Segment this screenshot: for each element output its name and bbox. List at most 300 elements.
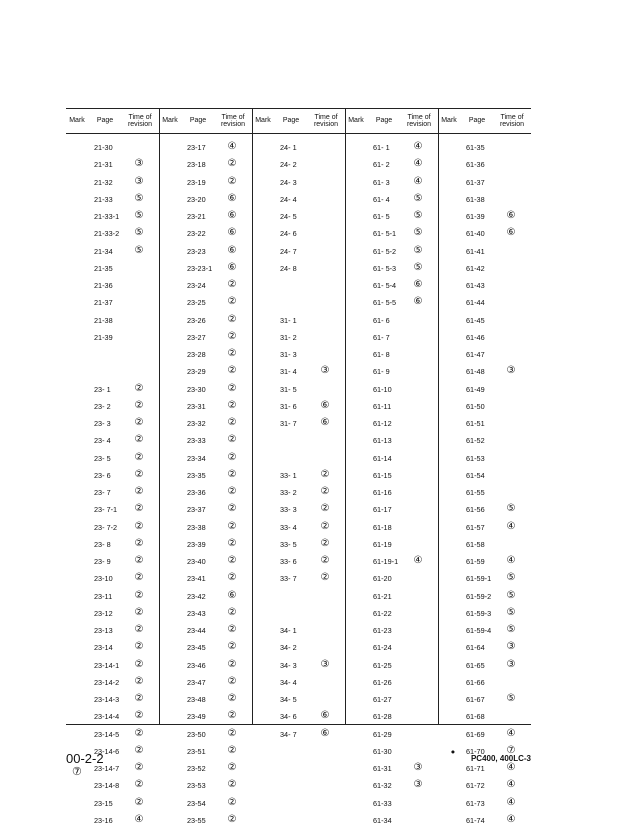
table-row <box>351 261 444 278</box>
row-revision: ② <box>320 520 330 532</box>
table-row <box>258 226 351 243</box>
table-row <box>444 692 537 709</box>
table-row <box>165 278 258 295</box>
row-page: 34- 6 <box>280 712 297 722</box>
row-page: 31- 2 <box>280 332 297 342</box>
row-page: 61- 5-1 <box>373 229 397 239</box>
row-revision: ③ <box>506 365 516 377</box>
table-row <box>72 244 165 261</box>
table-row <box>258 623 351 640</box>
row-page: 61-34 <box>373 815 392 825</box>
row-page: 23-48 <box>187 695 206 704</box>
table-row <box>444 502 537 519</box>
row-revision: ② <box>134 572 144 584</box>
table-row <box>72 140 165 157</box>
row-page: 61-32 <box>373 781 392 791</box>
row-page: 23-14 <box>94 643 113 653</box>
header-time-line2: revision <box>499 120 525 128</box>
row-page: 23-25 <box>187 298 206 308</box>
row-page: 23-41 <box>187 574 206 584</box>
row-page: 23-14-4 <box>94 712 120 722</box>
row-revision: ② <box>134 468 144 480</box>
row-page: 23-33 <box>187 436 206 446</box>
table-row <box>165 244 258 261</box>
row-page: 23-43 <box>187 608 206 618</box>
row-revision: ② <box>134 451 144 463</box>
table-row <box>165 382 258 399</box>
row-page: 61- 9 <box>373 367 390 377</box>
table-row <box>351 571 444 588</box>
row-revision: ⑥ <box>320 399 330 411</box>
row-page: 61-73 <box>466 798 485 808</box>
column-group <box>444 140 537 830</box>
table-row <box>165 313 258 330</box>
table-row <box>258 658 351 675</box>
table-row <box>72 192 165 209</box>
table-row <box>165 640 258 657</box>
row-revision: ② <box>227 158 237 170</box>
table-row <box>351 468 444 485</box>
row-page: 24- 3 <box>280 177 297 187</box>
table-row <box>72 157 165 174</box>
table-row <box>351 692 444 709</box>
row-page: 23-13 <box>94 626 113 635</box>
table-row <box>72 382 165 399</box>
table-row <box>258 244 351 261</box>
row-page: 23- 8 <box>94 539 111 549</box>
table-row <box>444 330 537 347</box>
table-row <box>444 520 537 537</box>
row-revision: ② <box>227 382 237 394</box>
row-page: 34- 4 <box>280 677 297 687</box>
row-page: 23- 7-1 <box>94 505 118 515</box>
table-row <box>444 796 537 813</box>
row-page: 23- 5 <box>94 453 111 463</box>
row-revision: ⑤ <box>506 606 516 618</box>
row-page: 61- 8 <box>373 350 390 359</box>
row-page: 61-29 <box>373 729 392 739</box>
row-revision: ④ <box>227 141 237 152</box>
header-time-of-revision <box>401 108 437 133</box>
table-row <box>72 347 165 364</box>
header-mark: Mark <box>255 117 271 124</box>
row-revision: ⑤ <box>134 227 144 239</box>
table-row <box>165 226 258 243</box>
table-row <box>444 485 537 502</box>
table-row <box>258 278 351 295</box>
row-revision: ② <box>320 486 330 497</box>
table-row <box>165 606 258 623</box>
row-revision: ③ <box>506 658 516 670</box>
row-revision: ⑥ <box>227 210 237 221</box>
row-page: 61-59-1 <box>466 574 492 584</box>
row-page: 61-70 <box>466 746 485 756</box>
table-row <box>258 416 351 433</box>
table-row <box>258 330 351 347</box>
row-revision: ② <box>134 503 144 515</box>
row-page: 23-22 <box>187 229 206 239</box>
row-page: 34- 1 <box>280 626 297 635</box>
row-revision: ⑥ <box>227 192 237 204</box>
row-page: 33- 6 <box>280 557 297 566</box>
table-row <box>444 640 537 657</box>
row-revision: ⑥ <box>320 417 330 428</box>
row-page: 61-57 <box>466 522 485 532</box>
table-row <box>258 451 351 468</box>
row-revision: ④ <box>413 158 423 170</box>
table-row <box>165 295 258 312</box>
row-revision: ② <box>134 399 144 411</box>
header-page: Page <box>468 117 486 124</box>
row-revision: ② <box>227 813 237 825</box>
row-revision: ④ <box>413 175 423 187</box>
row-page: 23-50 <box>187 729 206 739</box>
row-page: 61-27 <box>373 695 392 704</box>
header-page: Page <box>189 117 207 124</box>
table-row <box>258 364 351 381</box>
row-revision: ② <box>320 503 330 515</box>
row-revision: ③ <box>506 641 516 653</box>
row-page: 23-14-2 <box>94 677 120 687</box>
table-row <box>444 226 537 243</box>
row-page: 61-38 <box>466 194 485 204</box>
table-row <box>72 554 165 571</box>
row-revision: ② <box>134 693 144 704</box>
row-revision: ⑥ <box>227 261 237 273</box>
table-row <box>444 278 537 295</box>
row-page: 61-23 <box>373 626 392 635</box>
row-revision: ② <box>134 727 144 739</box>
row-page: 24- 7 <box>280 246 297 256</box>
table-row <box>351 640 444 657</box>
row-page: 33- 4 <box>280 522 297 532</box>
row-page: 23- 7-2 <box>94 522 118 532</box>
row-page: 61-19 <box>373 539 392 549</box>
table-row <box>72 451 165 468</box>
table-row <box>258 571 351 588</box>
row-revision: ② <box>134 658 144 670</box>
table-row <box>165 416 258 433</box>
row-page: 61-11 <box>373 401 392 411</box>
header-mark: Mark <box>441 117 457 124</box>
column-group <box>72 140 165 830</box>
row-revision: ④ <box>506 727 516 739</box>
row-revision: ② <box>227 434 237 446</box>
header-time-line2: revision <box>313 120 339 128</box>
row-revision: ⑤ <box>413 210 423 221</box>
table-row <box>165 485 258 502</box>
row-revision: ② <box>227 606 237 618</box>
row-revision: ② <box>320 572 330 584</box>
table-row <box>351 451 444 468</box>
table-row <box>444 175 537 192</box>
row-page: 61-12 <box>373 419 392 428</box>
row-page: 23-14-7 <box>94 764 120 773</box>
row-revision: ② <box>227 365 237 377</box>
header-time-line1: Time of <box>221 113 245 121</box>
row-page: 31- 1 <box>280 315 297 325</box>
row-page: 23-15 <box>94 798 113 808</box>
table-row <box>351 226 444 243</box>
row-revision: ② <box>227 658 237 670</box>
row-page: 61-56 <box>466 505 485 515</box>
row-page: 61-33 <box>373 798 392 808</box>
row-revision: ④ <box>506 520 516 532</box>
row-revision: ② <box>227 399 237 411</box>
table-row <box>258 175 351 192</box>
table-row <box>165 330 258 347</box>
row-page: 61-68 <box>466 712 485 722</box>
row-page: 23-14-8 <box>94 781 120 791</box>
table-row <box>258 485 351 502</box>
row-revision: ⑤ <box>506 572 516 584</box>
table-row <box>72 364 165 381</box>
row-page: 23-18 <box>187 160 206 170</box>
table-row <box>444 537 537 554</box>
table-row <box>165 623 258 640</box>
table-row <box>165 813 258 830</box>
table-row <box>72 313 165 330</box>
table-row <box>258 675 351 692</box>
table-row <box>258 554 351 571</box>
table-row <box>165 692 258 709</box>
row-page: 23-12 <box>94 608 113 618</box>
row-revision: ② <box>227 451 237 463</box>
row-revision: ② <box>134 796 144 808</box>
table-row <box>444 364 537 381</box>
row-revision: ⑤ <box>413 227 423 239</box>
table-row <box>444 709 537 726</box>
table-row <box>351 709 444 726</box>
row-page: 21-33-2 <box>94 229 120 239</box>
row-page: 31- 4 <box>280 367 297 377</box>
row-page: 61-44 <box>466 298 485 308</box>
row-page: 23-54 <box>187 798 206 808</box>
row-revision: ② <box>227 762 237 773</box>
table-row <box>72 796 165 813</box>
table-row <box>351 502 444 519</box>
row-page: 23-16 <box>94 815 113 825</box>
row-revision: ② <box>227 779 237 791</box>
row-page: 21-32 <box>94 177 113 187</box>
row-revision: ② <box>227 693 237 704</box>
row-revision: ② <box>227 330 237 342</box>
row-revision: ② <box>134 537 144 549</box>
row-revision: ⑥ <box>413 279 423 290</box>
row-revision: ② <box>227 555 237 566</box>
row-revision: ④ <box>506 779 516 791</box>
row-revision: ② <box>227 537 237 549</box>
row-page: 23-32 <box>187 419 206 428</box>
table-row <box>72 520 165 537</box>
table-row <box>72 330 165 347</box>
row-page: 61-35 <box>466 143 485 152</box>
table-row <box>351 382 444 399</box>
row-page: 61-18 <box>373 522 392 532</box>
table-row <box>351 140 444 157</box>
row-revision: ③ <box>134 158 144 170</box>
row-page: 21-36 <box>94 281 113 290</box>
table-row <box>351 399 444 416</box>
table-row <box>258 295 351 312</box>
table-row <box>351 192 444 209</box>
row-revision: ② <box>227 572 237 584</box>
row-revision: ⑥ <box>320 710 330 722</box>
row-revision: ② <box>320 468 330 480</box>
table-row <box>351 209 444 226</box>
row-page: 61-59-4 <box>466 626 492 635</box>
row-page: 61-45 <box>466 315 485 325</box>
row-page: 61-72 <box>466 781 485 791</box>
row-page: 61-25 <box>373 660 392 670</box>
row-page: 61- 5-5 <box>373 298 397 308</box>
row-page: 23-40 <box>187 557 206 566</box>
table-row <box>258 468 351 485</box>
row-page: 61-15 <box>373 470 392 480</box>
table-row <box>351 813 444 830</box>
row-page: 61-13 <box>373 436 392 446</box>
table-row <box>444 140 537 157</box>
row-revision: ⑥ <box>506 227 516 239</box>
row-revision: ② <box>134 624 144 635</box>
table-row <box>165 175 258 192</box>
table-row <box>258 347 351 364</box>
row-page: 23-52 <box>187 764 206 773</box>
table-row <box>165 796 258 813</box>
table-row <box>444 658 537 675</box>
page-revision-mark: ⑦ <box>72 766 82 778</box>
table-row <box>351 433 444 450</box>
row-page: 23-31 <box>187 401 206 411</box>
row-revision: ② <box>320 555 330 566</box>
table-row <box>351 606 444 623</box>
table-row <box>351 157 444 174</box>
row-page: 61-74 <box>466 815 485 825</box>
table-row <box>72 692 165 709</box>
row-page: 21-33 <box>94 194 113 204</box>
row-page: 61-64 <box>466 643 485 653</box>
header-time-of-revision <box>215 108 251 133</box>
table-row <box>72 261 165 278</box>
table-row <box>258 709 351 726</box>
row-page: 23-51 <box>187 746 206 756</box>
row-page: 23-38 <box>187 522 206 532</box>
column-group <box>258 140 351 744</box>
table-row <box>351 727 444 744</box>
header-time-of-revision <box>122 108 158 133</box>
row-page: 21-31 <box>94 160 113 170</box>
table-row <box>444 192 537 209</box>
row-revision: ④ <box>506 555 516 566</box>
row-page: 61-67 <box>466 695 485 704</box>
table-row <box>444 727 537 744</box>
table-row <box>351 295 444 312</box>
table-row <box>444 623 537 640</box>
row-page: 61-14 <box>373 453 392 463</box>
row-revision: ② <box>227 710 237 722</box>
row-page: 61-21 <box>373 591 392 601</box>
table-row <box>351 175 444 192</box>
table-row <box>351 675 444 692</box>
row-page: 61-37 <box>466 177 485 187</box>
table-row <box>444 589 537 606</box>
page-number: 00-2-2 <box>66 751 104 766</box>
row-page: 23- 1 <box>94 384 111 394</box>
row-page: 23-11 <box>94 591 113 601</box>
table-row <box>258 209 351 226</box>
table-row <box>72 606 165 623</box>
table-row <box>444 209 537 226</box>
row-page: 61-17 <box>373 505 392 515</box>
row-page: 61-20 <box>373 574 392 584</box>
table-row <box>444 675 537 692</box>
row-page: 23-42 <box>187 591 206 601</box>
table-row <box>72 485 165 502</box>
row-revision: ⑤ <box>134 244 144 256</box>
row-page: 61-51 <box>466 419 485 428</box>
table-row <box>351 520 444 537</box>
row-revision: ⑤ <box>506 624 516 635</box>
row-page: 21-39 <box>94 332 113 342</box>
row-page: 61-65 <box>466 660 485 670</box>
table-row <box>165 571 258 588</box>
table-row <box>351 244 444 261</box>
table-row <box>444 468 537 485</box>
table-row <box>351 278 444 295</box>
row-page: 21-37 <box>94 298 113 308</box>
row-page: 61-42 <box>466 263 485 273</box>
row-page: 34- 7 <box>280 729 297 739</box>
row-revision: ② <box>134 520 144 532</box>
table-row <box>351 796 444 813</box>
row-page: 23-14-3 <box>94 695 120 704</box>
row-page: 61-46 <box>466 332 485 342</box>
row-page: 61- 4 <box>373 194 390 204</box>
row-revision: ② <box>134 762 144 773</box>
table-row <box>165 364 258 381</box>
row-page: 61-66 <box>466 677 485 687</box>
row-page: 23-30 <box>187 384 206 394</box>
table-row <box>165 192 258 209</box>
row-page: 24- 1 <box>280 143 297 152</box>
table-row <box>351 313 444 330</box>
row-page: 23-17 <box>187 143 206 152</box>
row-page: 34- 5 <box>280 695 297 704</box>
row-revision: ② <box>134 434 144 446</box>
table-row <box>351 658 444 675</box>
table-row <box>165 140 258 157</box>
table-row <box>72 416 165 433</box>
row-page: 61-50 <box>466 401 485 411</box>
table-row <box>351 364 444 381</box>
row-page: 61-43 <box>466 281 485 290</box>
table-row <box>351 744 444 761</box>
row-revision: ④ <box>413 555 423 566</box>
header-page: Page <box>96 117 114 124</box>
table-row <box>165 502 258 519</box>
row-revision: ② <box>134 641 144 653</box>
table-row <box>444 606 537 623</box>
table-row <box>444 244 537 261</box>
table-row <box>351 416 444 433</box>
row-page: 23-23-1 <box>187 263 213 273</box>
row-page: 23-26 <box>187 315 206 325</box>
row-page: 61-55 <box>466 488 485 497</box>
row-page: 61-58 <box>466 539 485 549</box>
table-row <box>444 813 537 830</box>
row-revision: ② <box>227 520 237 532</box>
table-row <box>351 761 444 778</box>
